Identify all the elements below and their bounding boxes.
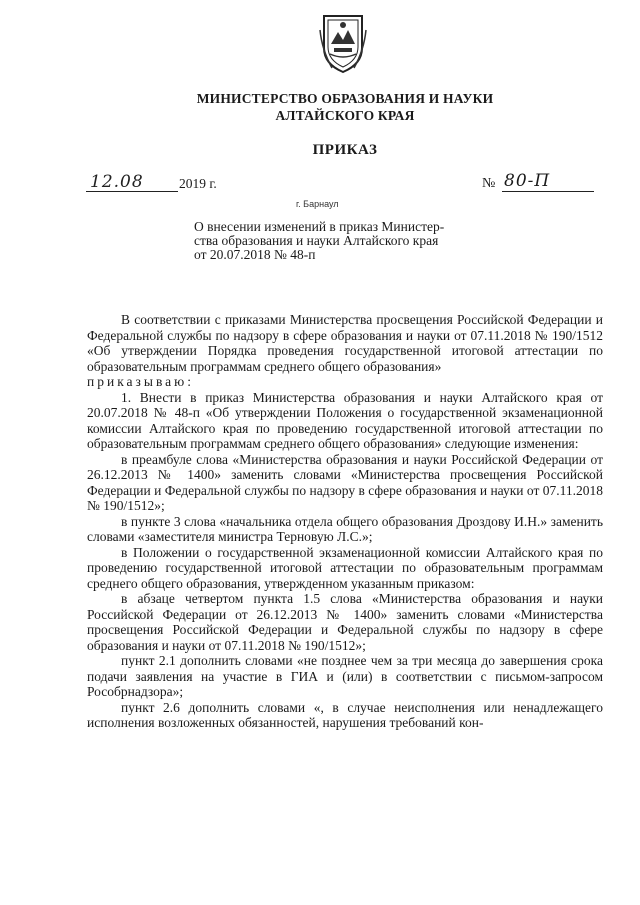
ministry-line-2: АЛТАЙСКОГО КРАЯ [275, 108, 415, 123]
number-handwritten: 80-П [504, 171, 551, 191]
subject-line-3: от 20.07.2018 № 48-п [194, 247, 316, 262]
order-date [86, 174, 246, 196]
date-year: 2019 г. [179, 176, 217, 191]
paragraph-item-1: 1. Внести в приказ Министерства образования и науки Алтайского края от 20.07.2018 № 48-п «Об утверждении Положения о государственной экзаменационной комиссии Алтайского края по проведению государственной итоговой аттестации по образовательным программам среднего общего образования» следующие изменения: [87, 389, 603, 451]
order-body [87, 312, 603, 731]
number-sign: № [482, 176, 496, 191]
paragraph-order-word: приказываю: [87, 374, 194, 389]
paragraph-point-1-5-change: в абзаце четвертом пункта 1.5 слова «Министерства образования и науки Российской Федерации от 26.12.2013 № 1400» заменить словами «Министерства просвещения Российской Федерации и Федеральной службы по надзору в сфере образования и науки от 07.11.2018 № 190/1512»; [87, 591, 603, 653]
order-subject [194, 220, 494, 262]
city-label: г. Барнаул [296, 199, 339, 209]
date-underline [86, 191, 178, 192]
paragraph-preamble-change: в преамбуле слова «Министерства образования и науки Российской Федерации от 26.12.2013 № 1400» заменить словами «Министерства просвещения Российской Федерации и Федеральной службы по надзору в сфере образования и науки от 07.11.2018 № 190/1512»; [87, 451, 603, 513]
number-underline [502, 191, 594, 192]
subject-line-1: О внесении изменений в приказ Министер- [194, 219, 445, 234]
subject-line-2: ства образования и науки Алтайского края [194, 233, 439, 248]
coat-of-arms-icon [318, 10, 368, 76]
document-type: ПРИКАЗ [312, 142, 378, 158]
ministry-name [170, 90, 520, 124]
paragraph-preamble: В соответствии с приказами Министерства просвещения Российской Федерации и Федеральной службы по надзору в сфере образования и науки от 07.11.2018 № 190/1512 «Об утверждении Порядка проведения государственной итоговой аттестации по образовательным программам среднего общего образования» [87, 312, 603, 374]
ministry-line-1: МИНИСТЕРСТВО ОБРАЗОВАНИЯ И НАУКИ [196, 91, 494, 106]
date-handwritten: 12.08 [90, 172, 144, 192]
paragraph-regulation-intro: в Положении о государственной экзаменационной комиссии Алтайского края по проведению государственной итоговой аттестации по образовательным программам среднего общего образования, утвержденном указанным приказом: [87, 544, 603, 591]
order-number [482, 171, 602, 196]
paragraph-point-3-change: в пункте 3 слова «начальника отдела общего образования Дроздову И.Н.» заменить словами «заместителя министра Терновую Л.С.»; [87, 513, 603, 544]
paragraph-point-2-1-change: пункт 2.1 дополнить словами «не позднее чем за три месяца до завершения срока подачи заявления на участие в ГИА и (или) в соответствии с письмом-запросом Рособрнадзора»; [87, 653, 603, 699]
paragraph-point-2-6-change: пункт 2.6 дополнить словами «, в случае неисполнения или ненадлежащего исполнения возложенных обязанностей, нарушения требований кон- [87, 699, 603, 730]
